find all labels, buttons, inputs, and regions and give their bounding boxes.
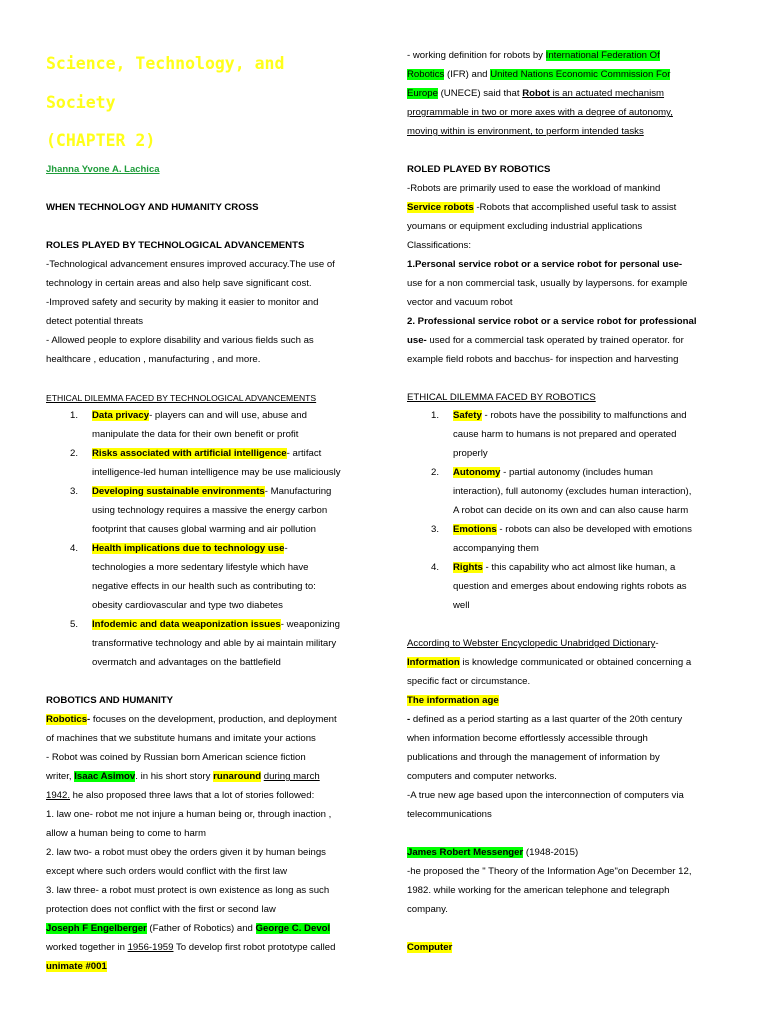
underlined-date: during march	[263, 771, 320, 782]
term-highlight: Health implications due to technology use	[92, 543, 285, 554]
text-fragment: (IFR) and	[444, 69, 491, 80]
term-highlight: Rights	[453, 562, 483, 573]
messenger-text-line: -he proposed the " Theory of the Information Age"on December 12,	[407, 866, 692, 877]
law-line: except where such orders would conflict with the first law	[46, 866, 288, 877]
term-description: -Robots that accomplished useful task to assist	[473, 202, 677, 213]
term-highlight: Risks associated with artificial intelligence	[92, 448, 287, 459]
text-fragment: To develop first robot prototype called	[173, 942, 336, 953]
term-information: Information	[407, 657, 460, 668]
text-fragment: - working definition for robots by	[407, 50, 546, 61]
roles-text-line: healthcare , education , manufacturing , and more.	[46, 354, 261, 365]
underlined-definition: is an actuated mechanism	[549, 88, 665, 99]
text-fragment: writer,	[46, 771, 75, 782]
law-line: 1. law one- robot me not injure a human being or, through inaction ,	[46, 809, 332, 820]
doc-title-line1: Science, Technology, and	[46, 54, 285, 73]
list-number: 3.	[69, 486, 78, 497]
roles-text-line: -Improved safety and security by making it easier to monitor and	[46, 297, 319, 308]
list-number: 5.	[69, 619, 78, 630]
list-item-line: A robot can decide on its own and can also cause harm	[453, 505, 689, 516]
term-highlight: Emotions	[453, 524, 497, 535]
roled-text-line: youmans or equipment excluding industrial applications	[407, 221, 643, 232]
heading-tech-humanity: WHEN TECHNOLOGY AND HUMANITY CROSS	[46, 202, 259, 213]
info-age-line: telecommunications	[407, 809, 492, 820]
info-age-line: computers and computer networks.	[407, 771, 557, 782]
list-item-health	[46, 543, 364, 555]
class-text-line: example field robots and bacchus- for inspection and harvesting	[407, 354, 679, 365]
author-name: Jhanna Yvone A. Lachica	[46, 164, 160, 175]
org-ifr: Robotics	[407, 69, 445, 80]
info-age-heading	[407, 695, 499, 707]
term-description: - Manufacturing	[264, 486, 332, 497]
list-number: 4.	[69, 543, 78, 554]
term-highlight: Infodemic and data weaponization issues	[92, 619, 281, 630]
information-line	[407, 657, 691, 669]
text-fragment: (1948-2015)	[523, 847, 579, 858]
text-fragment: (Father of Robotics) and	[146, 923, 256, 934]
doc-title-chapter: (CHAPTER 2)	[46, 131, 156, 150]
list-item-line: intelligence-led human intelligence may be use maliciously	[92, 467, 341, 478]
info-text-line: specific fact or circumstance.	[407, 676, 531, 687]
robot-def-line	[407, 88, 664, 100]
list-item-line: technologies a more sedentary lifestyle which have	[92, 562, 309, 573]
term-runaround: runaround	[213, 771, 262, 782]
term-highlight: Data privacy	[92, 410, 150, 421]
list-item-line: obesity cardiovascular and type two diabetes	[92, 600, 283, 611]
webster-source: According to Webster Encyclopedic Unabridged Dictionary	[407, 638, 656, 649]
list-item-sustainable	[46, 486, 364, 498]
term-description: - weaponizing	[280, 619, 340, 630]
list-item-infodemic	[46, 619, 364, 631]
law-line: 3. law three- a robot must protect is own existence as long as such	[46, 885, 330, 896]
unimate-line	[46, 961, 107, 973]
term-information-age: The information age	[407, 695, 499, 706]
roled-text-line: -Robots are primarily used to ease the workload of mankind	[407, 183, 661, 194]
heading-roled-robotics: ROLED PLAYED BY ROBOTICS	[407, 164, 551, 175]
list-item-line: using technology requires a massive the energy carbon	[92, 505, 328, 516]
list-number: 3.	[430, 524, 439, 535]
robot-def-line: moving within is environment, to perform intended tasks	[407, 126, 644, 137]
list-item-line: well	[453, 600, 470, 611]
class2-heading: 2. Professional service robot or a service robot for professional	[407, 316, 697, 327]
text-fragment: worked together in	[46, 942, 128, 953]
list-item-line: properly	[453, 448, 488, 459]
text-fragment: -	[655, 638, 659, 649]
class-text-line: vector and vacuum robot	[407, 297, 513, 308]
class-text-line	[407, 335, 684, 347]
list-item-emotions	[407, 524, 727, 536]
term-description: focuses on the development, production, and deployment	[90, 714, 337, 725]
name-isaac-asimov: Isaac Asimov	[74, 771, 136, 782]
underlined-year: 1942.	[46, 790, 71, 801]
list-item-safety	[407, 410, 727, 422]
robotics-def-line	[46, 714, 337, 726]
robotics-text-line: of machines that we substitute humans and imitate your actions	[46, 733, 316, 744]
underlined-years: 1956-1959	[127, 942, 174, 953]
engelberger-line	[46, 923, 330, 935]
term-description: -	[284, 543, 288, 554]
class1-heading: 1.Personal service robot or a service robot for personal use-	[407, 259, 683, 270]
asimov-line	[46, 771, 320, 783]
name-messenger: James Robert Messenger	[407, 847, 524, 858]
term-description: - partial autonomy (includes human	[500, 467, 653, 478]
term-description: is knowledge communicated or obtained concerning a	[459, 657, 692, 668]
computer-heading	[407, 942, 452, 954]
list-number: 4.	[430, 562, 439, 573]
laws-intro-line	[46, 790, 314, 802]
messenger-line	[407, 847, 578, 859]
list-item-autonomy	[407, 467, 727, 479]
webster-line	[407, 638, 659, 650]
term-description: - this capability who act almost like human, a	[482, 562, 676, 573]
info-age-line: when information become effortlessly accessible through	[407, 733, 648, 744]
law-line: allow a human being to come to harm	[46, 828, 206, 839]
heading-roles-tech: ROLES PLAYED BY TECHNOLOGICAL ADVANCEMENTS	[46, 240, 305, 251]
heading-ethical-robotics: ETHICAL DILEMMA FACED BY ROBOTICS	[407, 392, 596, 403]
info-age-line: publications and through the management of information by	[407, 752, 660, 763]
text-fragment: (UNECE) said that	[437, 88, 523, 99]
org-ifr: International Federation Of	[545, 50, 660, 61]
term-description: - robots can also be developed with emotions	[496, 524, 692, 535]
term-dash: -	[87, 714, 91, 725]
worked-line	[46, 942, 335, 954]
term-dash: -	[407, 714, 411, 725]
text-fragment: used for a commercial task operated by trained operator. for	[426, 335, 684, 346]
law-line: protection does not conflict with the first or second law	[46, 904, 276, 915]
list-number: 1.	[69, 410, 78, 421]
robotics-text-line: - Robot was coined by Russian born American science fiction	[46, 752, 306, 763]
robot-def-line: programmable in two or more axes with a degree of autonomy,	[407, 107, 673, 118]
list-number: 2.	[69, 448, 78, 459]
text-fragment: . in his short story	[135, 771, 214, 782]
roles-text-line: - Allowed people to explore disability and various fields such as	[46, 335, 314, 346]
roles-text-line: detect potential threats	[46, 316, 144, 327]
list-item-line: accompanying them	[453, 543, 539, 554]
info-age-line: -A true new age based upon the interconnection of computers via	[407, 790, 684, 801]
list-item-line: footprint that causes global warming and air pollution	[92, 524, 316, 535]
service-robots-line	[407, 202, 676, 214]
term-unimate: unimate #001	[46, 961, 107, 972]
term-highlight: Safety	[453, 410, 482, 421]
term-use: use-	[407, 335, 427, 346]
list-item-ai-risks	[46, 448, 364, 460]
term-highlight: Developing sustainable environments	[92, 486, 265, 497]
list-item-line: question and emerges about endowing rights robots as	[453, 581, 687, 592]
term-service-robots: Service robots	[407, 202, 474, 213]
list-number: 1.	[430, 410, 439, 421]
list-item-line: manipulate the data for their own benefit or profit	[92, 429, 299, 440]
doc-title-line2: Society	[46, 93, 116, 112]
text-fragment: he also proposed three laws that a lot of stories followed:	[70, 790, 315, 801]
classifications-label: Classifications:	[407, 240, 471, 251]
term-robotics: Robotics	[46, 714, 88, 725]
messenger-text-line: company.	[407, 904, 448, 915]
roles-text-line: technology in certain areas and also help save significant cost.	[46, 278, 312, 289]
heading-ethical-tech: ETHICAL DILEMMA FACED BY TECHNOLOGICAL ADVANCEMENTS	[46, 393, 317, 403]
roles-text-line: -Technological advancement ensures improved accuracy.The use of	[46, 259, 335, 270]
name-devol: George C. Devol	[255, 923, 331, 934]
messenger-text-line: 1982. while working for the american telephone and telegraph	[407, 885, 670, 896]
info-age-line	[407, 714, 682, 726]
list-item-line: transformative technology and able by ai maintain military	[92, 638, 337, 649]
term-description: - players can and will use, abuse and	[149, 410, 307, 421]
list-item-line: overmatch and advantages on the battlefield	[92, 657, 281, 668]
law-line: 2. law two- a robot must obey the orders given it by human beings	[46, 847, 326, 858]
robot-def-line	[407, 69, 670, 81]
term-highlight: Autonomy	[453, 467, 501, 478]
term-description: - robots have the possibility to malfunctions and	[481, 410, 687, 421]
org-unece: United Nations Economic Commission For	[490, 69, 671, 80]
org-unece: Europe	[407, 88, 438, 99]
robot-def-line	[407, 50, 660, 62]
list-item-line: negative effects in our health such as contributing to:	[92, 581, 316, 592]
list-item-data-privacy	[46, 410, 364, 422]
list-item-line: cause harm to humans is not prepared and operated	[453, 429, 677, 440]
term-computer: Computer	[407, 942, 453, 953]
text-fragment: defined as a period starting as a last quarter of the 20th century	[410, 714, 683, 725]
class-text-line: use for a non commercial task, usually by laypersons. for example	[407, 278, 688, 289]
term-robot: Robot	[522, 88, 550, 99]
name-engelberger: Joseph F Engelberger	[46, 923, 147, 934]
list-item-rights	[407, 562, 727, 574]
list-item-line: interaction), full autonomy (excludes human interaction),	[453, 486, 692, 497]
list-number: 2.	[430, 467, 439, 478]
heading-robotics-humanity: ROBOTICS AND HUMANITY	[46, 695, 174, 706]
term-description: - artifact	[286, 448, 322, 459]
